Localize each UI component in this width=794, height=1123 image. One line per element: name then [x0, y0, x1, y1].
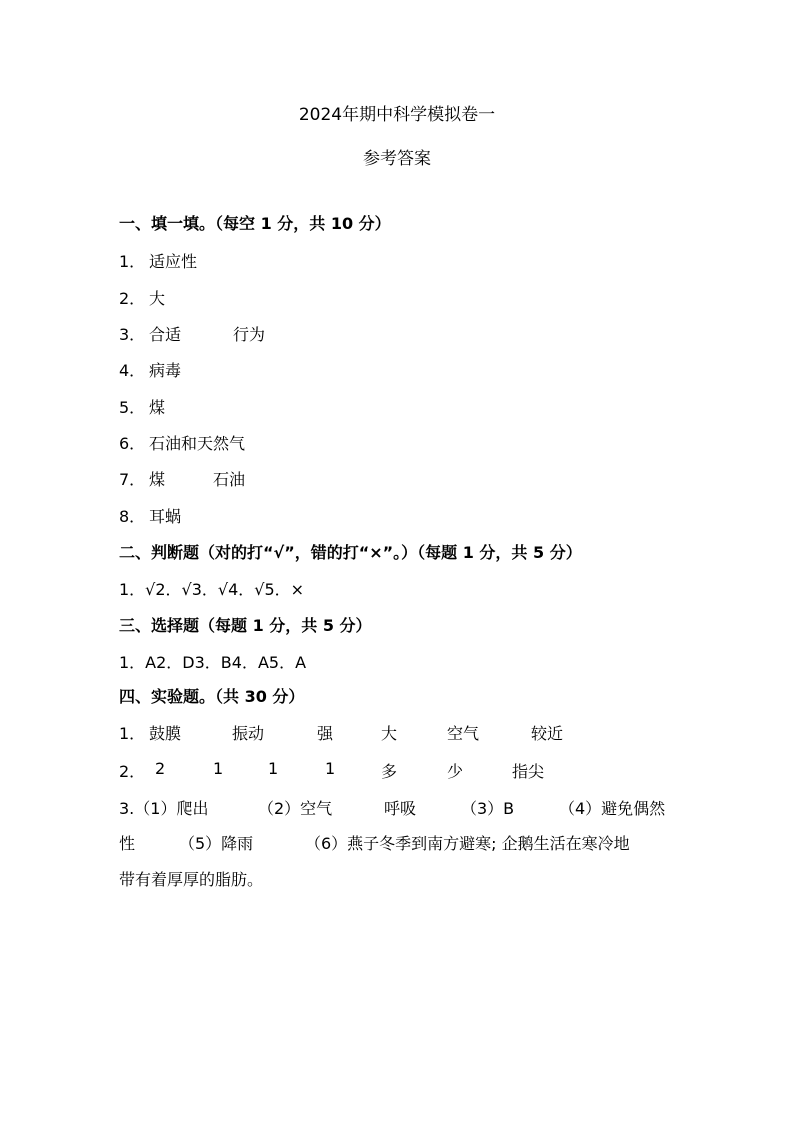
answer-text: 合适 [149, 325, 182, 344]
item-number: 3． [119, 325, 146, 344]
answer-text: 大 [149, 289, 166, 308]
item-number: 6． [119, 434, 146, 453]
section1-heading: 一、填一填。（每空 1 分，共 10 分） [119, 214, 391, 233]
answer-text: 少 [447, 762, 464, 781]
item-number: 5． [119, 398, 146, 417]
answer-text: （2）空气 [258, 799, 333, 818]
section3-heading: 三、选择题（每题 1 分，共 5 分） [119, 616, 372, 635]
item-number: 1． [119, 252, 146, 271]
answer-text: 石油和天然气 [149, 434, 246, 453]
answer-text: 空气 [447, 724, 480, 743]
answer-text: 呼吸 [384, 799, 417, 818]
answer-text: （3）B [461, 799, 515, 818]
answer-text: （5）降雨 [179, 834, 254, 853]
page-title: 2024年期中科学模拟卷一 [298, 105, 496, 125]
paragraph-line: 带有着厚厚的脂肪。 [119, 870, 264, 889]
answer-text: 石油 [213, 470, 246, 489]
answer-text: 1 [325, 759, 336, 778]
section2-answers: 1．√2．√3．√4．√5．× [119, 580, 305, 599]
answer-text: 适应性 [149, 252, 198, 271]
answer-text: 性 [119, 834, 136, 853]
item-number: 2． [119, 762, 146, 781]
answer-text: 1 [268, 759, 279, 778]
answer-text: 强 [317, 724, 334, 743]
item-number: 2． [119, 289, 146, 308]
item-number: 8． [119, 507, 146, 526]
answer-text: 大 [381, 724, 398, 743]
answer-text: 行为 [233, 325, 266, 344]
answer-text: 1 [213, 759, 224, 778]
answer-text: 多 [381, 762, 398, 781]
answer-text: 煤 [149, 470, 166, 489]
answer-text: （4）避免偶然 [559, 799, 666, 818]
item-number: 7． [119, 470, 146, 489]
answer-text: 指尖 [512, 762, 545, 781]
section2-heading: 二、判断题（对的打“√”，错的打“×”。）（每题 1 分，共 5 分） [119, 543, 582, 562]
item-number: 4． [119, 361, 146, 380]
page-subtitle: 参考答案 [363, 149, 431, 169]
answer-text: 病毒 [149, 361, 182, 380]
answer-text: （6）燕子冬季到南方避寒; 企鹅生活在寒冷地 [305, 834, 630, 853]
answer-text: 振动 [232, 724, 265, 743]
section3-answers: 1．A2．D3．B4．A5．A [119, 653, 307, 672]
section4-heading: 四、实验题。（共 30 分） [119, 687, 305, 706]
answer-text: 3.（1）爬出 [119, 799, 209, 818]
answer-text: 2 [155, 759, 166, 778]
item-number: 1． [119, 724, 146, 743]
answer-text: 耳蜗 [149, 507, 182, 526]
answer-text: 较近 [531, 724, 564, 743]
answer-text: 鼓膜 [149, 724, 182, 743]
answer-text: 煤 [149, 398, 166, 417]
